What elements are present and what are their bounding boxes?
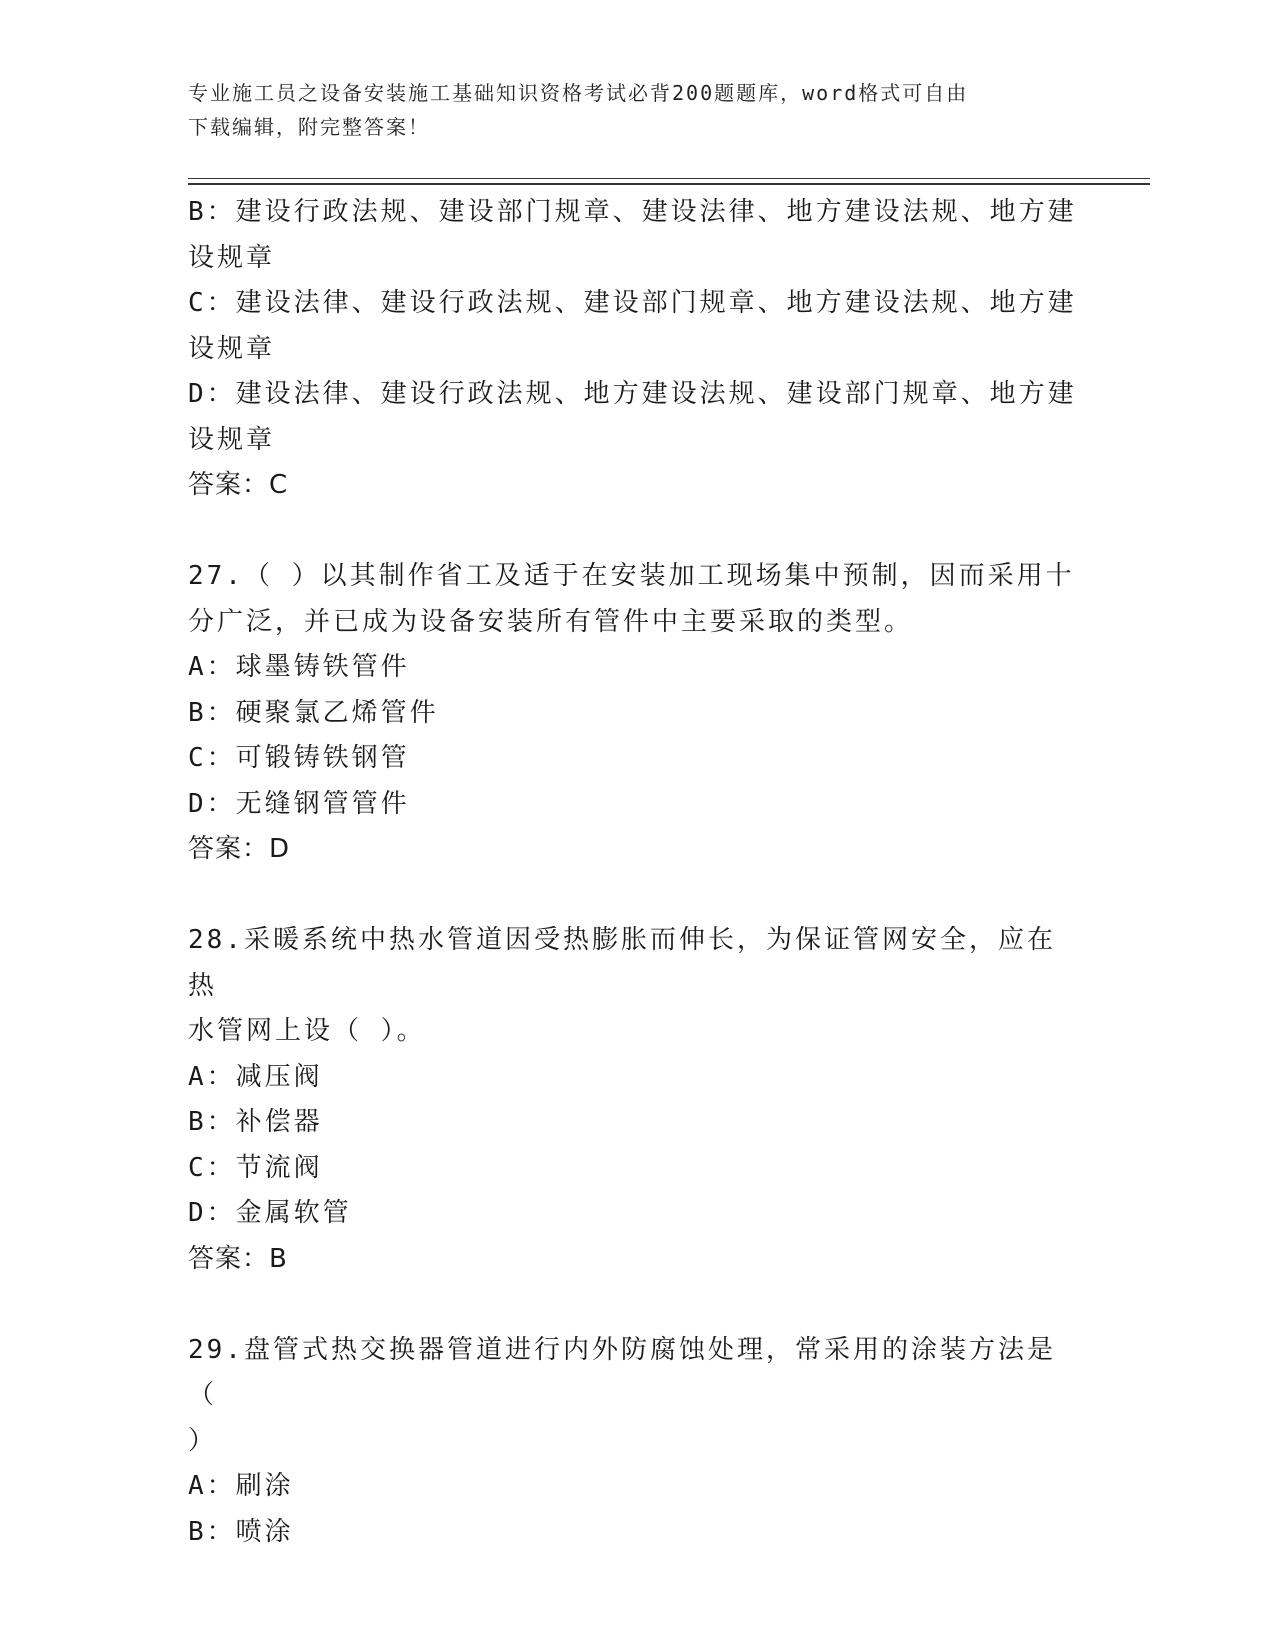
option-b-line-2: 设规章 [188,242,276,273]
option-c-line-2: 设规章 [188,333,276,364]
question-27 [188,554,1078,873]
document-body [188,190,1078,1555]
question-29-stem-line-2: ） [188,1425,218,1456]
answer-26: 答案：C [188,470,289,500]
option-d-line-2: 设规章 [188,424,276,455]
question-28-option-b: B：补偿器 [188,1107,323,1137]
option-c-line-1: C：建设法律、建设行政法规、建设部门规章、地方建设法规、地方建 [188,288,1077,318]
question-27-option-a: A：球墨铸铁管件 [188,652,410,682]
header-line-2: 下载编辑，附完整答案！ [188,115,430,139]
spacer [188,873,1078,919]
spacer [188,509,1078,555]
question-29-stem-line-1: 29.盘管式热交换器管道进行内外防腐蚀处理，常采用的涂装方法是（ [188,1334,1056,1410]
question-28-option-d: D：金属软管 [188,1198,352,1228]
option-d-line-1: D：建设法律、建设行政法规、地方建设法规、建设部门规章、地方建 [188,379,1077,409]
document-header [188,76,1068,144]
question-29-option-b: B：喷涂 [188,1516,294,1547]
question-27-stem-line-1: 27.（ ）以其制作省工及适于在安装加工现场集中预制，因而采用十 [188,561,1075,591]
question-26-continuation [188,190,1078,509]
header-divider-thin [188,178,1150,179]
question-28-option-a: A：减压阀 [188,1061,323,1092]
spacer [188,1282,1078,1328]
question-27-option-d: D：无缝钢管管件 [188,788,410,819]
answer-28: 答案：B [188,1243,288,1274]
question-28 [188,918,1078,1282]
answer-27: 答案：D [188,834,291,864]
header-line-1: 专业施工员之设备安装施工基础知识资格考试必背200题题库，word格式可自由 [188,81,969,105]
question-28-option-c: C：节流阀 [188,1152,323,1183]
question-27-option-c: C：可锻铸铁钢管 [188,743,410,773]
question-29-option-a: A：刷涂 [188,1471,294,1501]
question-28-stem-line-2: 水管网上设（ ）。 [188,1016,426,1046]
option-b-line-1: B：建设行政法规、建设部门规章、建设法律、地方建设法规、地方建 [188,197,1077,227]
question-28-stem-line-1: 28.采暖系统中热水管道因受热膨胀而伸长，为保证管网安全，应在热 [188,925,1056,1001]
question-29 [188,1328,1078,1556]
header-divider-thick [188,183,1150,185]
question-27-option-b: B：硬聚氯乙烯管件 [188,697,439,728]
question-27-stem-line-2: 分广泛，并已成为设备安装所有管件中主要采取的类型。 [188,606,914,637]
